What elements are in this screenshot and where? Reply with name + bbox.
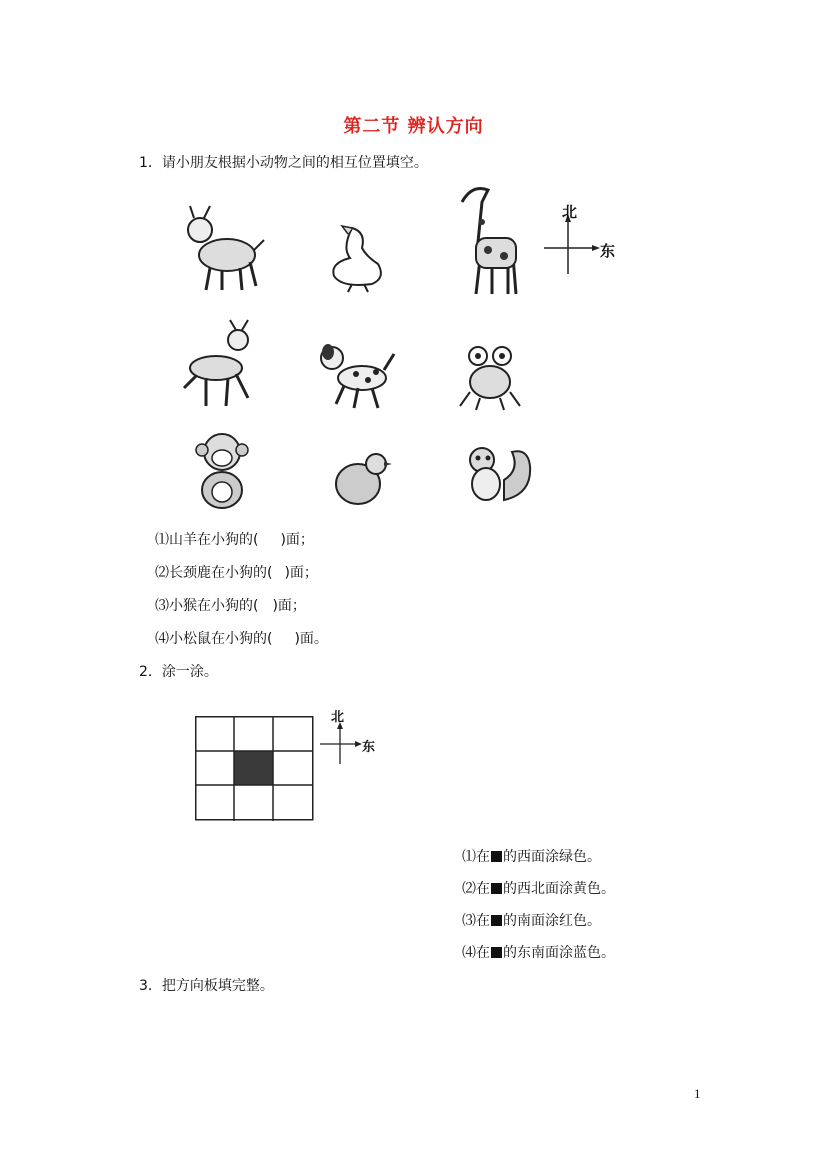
compass-1-north-label: 北 <box>562 203 578 221</box>
q2-item-4: ⑷在 的东南面涂蓝色。 <box>462 945 615 961</box>
q1-item-3: ⑶小猴在小狗的( )面； <box>155 598 306 614</box>
deer-icon <box>176 318 268 410</box>
q2-item-2: ⑵在 的西北面涂黄色。 <box>462 881 615 897</box>
q2-item-1: ⑴在 的西面涂绿色。 <box>462 849 601 865</box>
compass-2-east-label: 东 <box>362 740 376 755</box>
black-square-icon <box>491 851 502 862</box>
question-1-prompt: 1．请小朋友根据小动物之间的相互位置填空。 <box>139 155 428 171</box>
question-2-prompt: 2．涂一涂。 <box>139 664 218 680</box>
frog-icon <box>458 342 522 412</box>
dog-icon <box>314 340 398 412</box>
black-square-icon <box>491 883 502 894</box>
giraffe-icon <box>452 182 527 300</box>
compass-2-north-label: 北 <box>331 710 345 725</box>
chick-icon <box>330 448 394 508</box>
black-square-icon <box>491 915 502 926</box>
compass-1-east-label: 东 <box>600 242 616 260</box>
q2-item-3: ⑶在 的南面涂红色。 <box>462 913 601 929</box>
q1-item-2: ⑵长颈鹿在小狗的( )面； <box>155 565 318 581</box>
page-number: 1 <box>694 1086 701 1101</box>
goat-icon <box>172 200 267 295</box>
black-square-icon <box>491 947 502 958</box>
squirrel-icon <box>460 440 534 506</box>
goose-icon <box>322 218 392 293</box>
monkey-icon <box>190 428 254 514</box>
question-3-prompt: 3．把方向板填完整。 <box>139 978 274 994</box>
q1-item-1: ⑴山羊在小狗的( )面； <box>155 532 314 548</box>
color-grid <box>195 716 315 822</box>
q1-item-4: ⑷小松鼠在小狗的( )面。 <box>155 631 328 647</box>
compass-rose-1 <box>540 198 620 278</box>
page-title: 第二节 辨认方向 <box>343 116 484 137</box>
